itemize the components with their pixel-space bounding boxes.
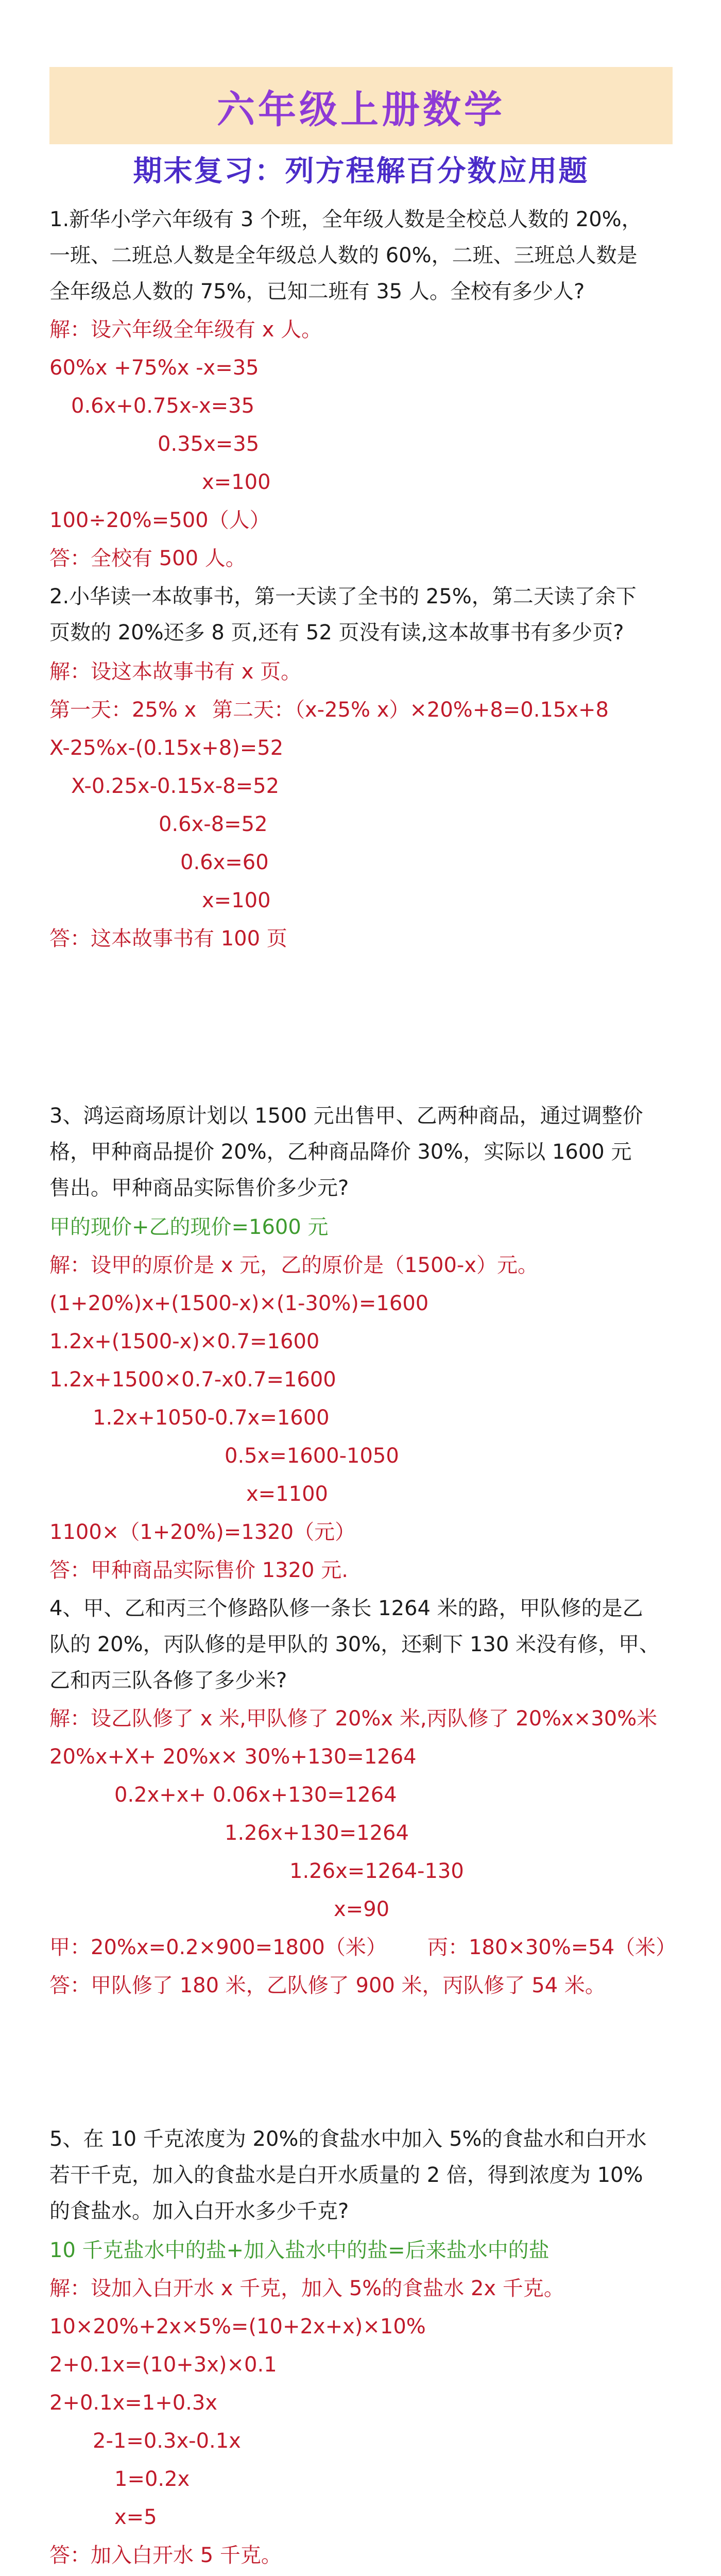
page-title: 六年级上册数学 <box>217 88 505 132</box>
problem-5-solution-line: 1=0.2x <box>114 2467 190 2491</box>
problem-2-answer: 答：这本故事书有 100 页 <box>49 927 287 951</box>
problem-4-solution-line: x=90 <box>334 1897 390 1921</box>
problem-3-solution-line: 1.2x+(1500-x)×0.7=1600 <box>49 1330 320 1353</box>
problem-4-answer: 答：甲队修了 180 米，乙队修了 900 米，丙队修了 54 米。 <box>49 1974 606 1997</box>
problem-2-solution-line: 0.6x-8=52 <box>159 812 268 836</box>
problem-4-text: 队的 20%，丙队修的是甲队的 30%，还剩下 130 米没有修，甲、 <box>49 1633 660 1656</box>
problem-2-text: 页数的 20%还多 8 页,还有 52 页没有读,这本故事书有多少页? <box>49 621 624 645</box>
problem-5-solution-line: 2+0.1x=1+0.3x <box>49 2391 218 2415</box>
problem-5-solution-line: x=5 <box>114 2505 157 2529</box>
problem-2-solution-line: x=100 <box>202 889 271 912</box>
problem-3-solution-line: 1100×（1+20%)=1320（元） <box>49 1520 356 1544</box>
problem-5-solution-line: 2-1=0.3x-0.1x <box>93 2429 241 2453</box>
problem-2-solution-line: X-0.25x-0.15x-8=52 <box>71 774 280 798</box>
problem-4-text: 4、甲、乙和丙三个修路队修一条长 1264 米的路，甲队修的是乙 <box>49 1597 643 1620</box>
problem-5-text: 若干千克，加入的食盐水是白开水质量的 2 倍，得到浓度为 10% <box>49 2163 643 2187</box>
problem-1-text: 全年级总人数的 75%，已知二班有 35 人。全校有多少人? <box>49 280 585 303</box>
problem-1-solution-line: 0.35x=35 <box>158 432 260 456</box>
problem-3-text: 3、鸿运商场原计划以 1500 元出售甲、乙两种商品，通过调整价 <box>49 1104 643 1128</box>
problem-5-text: 5、在 10 千克浓度为 20%的食盐水中加入 5%的食盐水和白开水 <box>49 2127 647 2151</box>
problem-4-text: 乙和丙三队各修了多少米? <box>49 1669 287 1692</box>
problem-4-solution-line: 20%x+X+ 20%x× 30%+130=1264 <box>49 1745 417 1769</box>
problem-1-solution-line: 100÷20%=500（人） <box>49 509 270 532</box>
problem-3-solution-line: x=1100 <box>246 1482 328 1506</box>
problem-3-text: 售出。甲种商品实际售价多少元? <box>49 1176 349 1200</box>
problem-3-solution-line: 0.5x=1600-1050 <box>225 1444 399 1468</box>
title-banner <box>49 67 673 144</box>
problem-5-hint: 10 千克盐水中的盐+加入盐水中的盐=后来盐水中的盐 <box>49 2239 550 2262</box>
problem-1-text: 1.新华小学六年级有 3 个班，全年级人数是全校总人数的 20%， <box>49 208 642 231</box>
problem-1-text: 一班、二班总人数是全年级总人数的 60%，二班、三班总人数是 <box>49 244 638 267</box>
problem-4-solution-line: 1.26x=1264-130 <box>289 1859 464 1883</box>
problem-3-text: 格，甲种商品提价 20%，乙种商品降价 30%，实际以 1600 元 <box>49 1140 632 1164</box>
problem-3-solution-line: 1.2x+1500×0.7-x0.7=1600 <box>49 1368 336 1392</box>
problem-4-solution-line: 甲：20%x=0.2×900=1800（米） <box>49 1936 387 1959</box>
problem-3-solution-line: 解：设甲的原价是 x 元，乙的原价是（1500-x）元。 <box>49 1253 539 1277</box>
problem-1-answer: 答：全校有 500 人。 <box>49 547 246 570</box>
problem-4-solution-line: 解：设乙队修了 x 米,甲队修了 20%x 米,丙队修了 20%x×30%米 <box>49 1707 658 1731</box>
problem-3-hint: 甲的现价+乙的现价=1600 元 <box>49 1215 329 1239</box>
problem-4-solution-line: 0.2x+x+ 0.06x+130=1264 <box>114 1783 397 1807</box>
problem-1-solution-line: 60%x +75%x -x=35 <box>49 356 259 380</box>
problem-5-solution-line: 解：设加入白开水 x 千克，加入 5%的食盐水 2x 千克。 <box>49 2277 564 2300</box>
problem-4-solution-line: 1.26x+130=1264 <box>225 1821 409 1845</box>
problem-2-solution-line: 第二天：（x-25% x）×20%+8=0.15x+8 <box>212 698 609 722</box>
problem-4-solution-line: 丙：180×30%=54（米） <box>427 1936 677 1959</box>
problem-1-solution-line: x=100 <box>202 470 271 494</box>
problem-3-solution-line: (1+20%)x+(1500-x)×(1-30%)=1600 <box>49 1292 429 1315</box>
problem-5-answer: 答：加入白开水 5 千克。 <box>49 2544 282 2567</box>
problem-3-answer: 答：甲种商品实际售价 1320 元. <box>49 1558 348 1582</box>
problem-2-solution-line: 解：设这本故事书有 x 页。 <box>49 660 302 684</box>
problem-1-solution-line: 解：设六年级全年级有 x 人。 <box>49 318 322 342</box>
problem-3-solution-line: 1.2x+1050-0.7x=1600 <box>93 1406 330 1430</box>
problem-2-solution-line: X-25%x-(0.15x+8)=52 <box>49 736 284 760</box>
problem-2-solution-line: 0.6x=60 <box>180 851 269 874</box>
problem-5-text: 的食盐水。加入白开水多少千克? <box>49 2199 349 2223</box>
problem-1-solution-line: 0.6x+0.75x-x=35 <box>71 394 255 418</box>
problem-5-solution-line: 2+0.1x=(10+3x)×0.1 <box>49 2353 277 2377</box>
problem-2-text: 2.小华读一本故事书，第一天读了全书的 25%，第二天读了余下 <box>49 585 637 608</box>
problem-5-solution-line: 10×20%+2x×5%=(10+2x+x)×10% <box>49 2315 426 2338</box>
problem-2-solution-line: 第一天：25% x <box>49 698 197 722</box>
page-subtitle: 期末复习：列方程解百分数应用题 <box>133 155 589 188</box>
